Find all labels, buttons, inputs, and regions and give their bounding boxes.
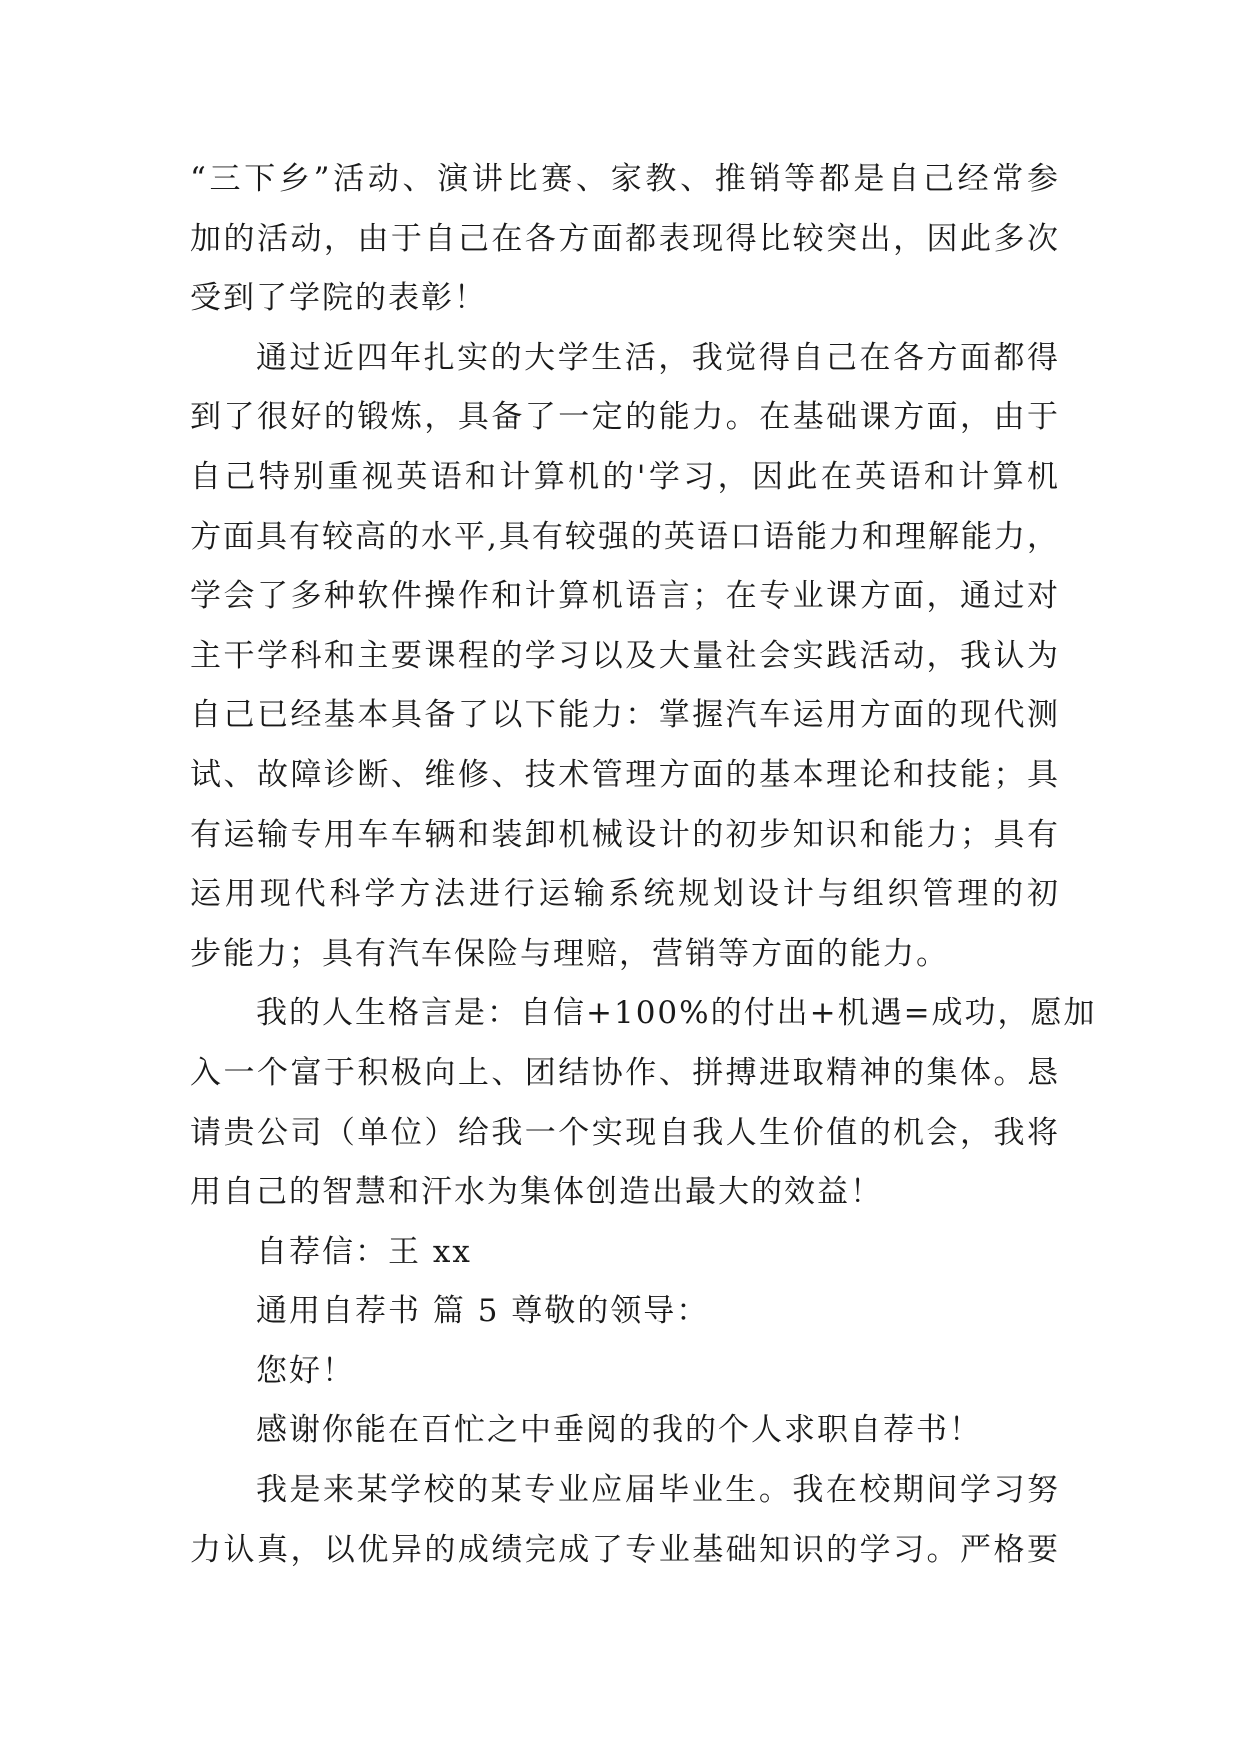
text-line: 加的活动，由于自己在各方面都表现得比较突出，因此多次 xyxy=(190,220,1060,257)
text-line: 受到了学院的表彰！ xyxy=(190,280,487,317)
document-body xyxy=(190,150,1097,1580)
text-line: 通过近四年扎实的大学生活，我觉得自己在各方面都得 xyxy=(256,339,1060,376)
text-line: 自己已经基本具备了以下能力：掌握汽车运用方面的现代测 xyxy=(190,697,1060,734)
text-line: 用自己的智慧和汗水为集体创造出最大的效益！ xyxy=(190,1174,883,1211)
text-line: 运用现代科学方法进行运输系统规划设计与组织管理的初 xyxy=(190,876,1060,913)
text-line: 我是来某学校的某专业应届毕业生。我在校期间学习努 xyxy=(256,1472,1060,1509)
text-line: 方面具有较高的水平,具有较强的英语口语能力和理解能力， xyxy=(190,518,1060,555)
text-line: 入一个富于积极向上、团结协作、拼搏进取精神的集体。恳 xyxy=(190,1054,1060,1091)
text-line: 我的人生格言是：自信+100%的付出+机遇=成功，愿加 xyxy=(256,995,1097,1032)
text-line: 到了很好的锻炼，具备了一定的能力。在基础课方面，由于 xyxy=(190,399,1060,436)
text-line: 学会了多种软件操作和计算机语言；在专业课方面，通过对 xyxy=(190,578,1060,615)
text-line: 主干学科和主要课程的学习以及大量社会实践活动，我认为 xyxy=(190,637,1060,674)
text-line: 请贵公司（单位）给我一个实现自我人生价值的机会，我将 xyxy=(190,1114,1060,1151)
text-line: 感谢你能在百忙之中垂阅的我的个人求职自荐书！ xyxy=(256,1412,982,1449)
text-line: 试、故障诊断、维修、技术管理方面的基本理论和技能；具 xyxy=(190,756,1060,793)
text-line: 自荐信：王 xx xyxy=(256,1233,472,1270)
text-line: 力认真，以优异的成绩完成了专业基础知识的学习。严格要 xyxy=(190,1531,1060,1568)
text-line: 通用自荐书 篇 5 尊敬的领导： xyxy=(256,1293,710,1330)
text-line: “三下乡”活动、演讲比赛、家教、推销等都是自己经常参 xyxy=(190,161,1060,197)
text-line: 有运输专用车车辆和装卸机械设计的初步知识和能力；具有 xyxy=(190,816,1060,853)
text-line: 步能力；具有汽车保险与理赔，营销等方面的能力。 xyxy=(190,935,949,972)
text-line: 自己特别重视英语和计算机的'学习，因此在英语和计算机 xyxy=(190,458,1060,495)
text-line: 您好！ xyxy=(256,1352,355,1389)
